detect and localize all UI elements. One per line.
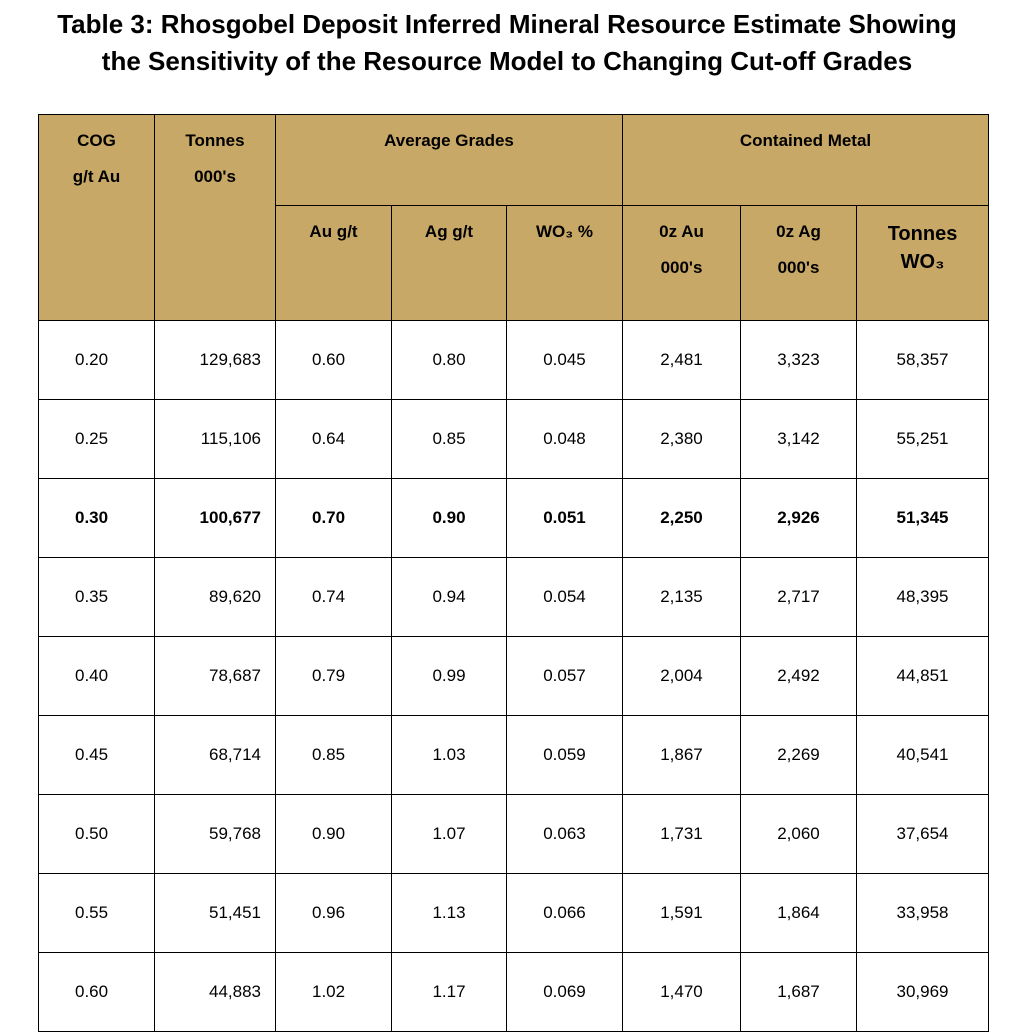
cell-tonnes: 78,687 bbox=[155, 637, 276, 716]
cell-t-wo3: 55,251 bbox=[857, 400, 989, 479]
cell-cog: 0.50 bbox=[39, 795, 155, 874]
cell-oz-au: 2,250 bbox=[623, 479, 741, 558]
cell-ag: 0.85 bbox=[392, 400, 507, 479]
table-title-line-1: Table 3: Rhosgobel Deposit Inferred Mineral Resource Estimate Showing bbox=[57, 9, 957, 39]
cell-tonnes: 129,683 bbox=[155, 321, 276, 400]
header-wo3-pct bbox=[507, 206, 623, 321]
cell-t-wo3: 33,958 bbox=[857, 874, 989, 953]
cell-t-wo3: 48,395 bbox=[857, 558, 989, 637]
table-row bbox=[39, 637, 989, 716]
cell-wo3: 0.051 bbox=[507, 479, 623, 558]
cell-cog: 0.45 bbox=[39, 716, 155, 795]
cell-oz-ag: 2,269 bbox=[741, 716, 857, 795]
header-ag-gt-label: Ag g/t bbox=[424, 222, 474, 241]
cell-wo3: 0.066 bbox=[507, 874, 623, 953]
header-cog bbox=[39, 115, 155, 321]
table-row bbox=[39, 874, 989, 953]
table-row bbox=[39, 795, 989, 874]
cell-oz-ag: 2,717 bbox=[741, 558, 857, 637]
cell-wo3: 0.057 bbox=[507, 637, 623, 716]
cell-oz-ag: 2,492 bbox=[741, 637, 857, 716]
cell-ag: 1.07 bbox=[392, 795, 507, 874]
cell-cog: 0.30 bbox=[39, 479, 155, 558]
header-oz-au-line-2: 000's bbox=[660, 258, 703, 277]
header-tonnes-line-2: 000's bbox=[194, 167, 236, 186]
header-tonnes bbox=[155, 115, 276, 321]
cell-oz-au: 1,867 bbox=[623, 716, 741, 795]
cell-au: 0.70 bbox=[276, 479, 392, 558]
header-wo3-pct-label: WO₃ % bbox=[536, 222, 593, 241]
cell-wo3: 0.045 bbox=[507, 321, 623, 400]
cell-au: 0.74 bbox=[276, 558, 392, 637]
table-body bbox=[39, 321, 989, 1032]
header-tonnes-wo3 bbox=[857, 206, 989, 321]
cell-wo3: 0.069 bbox=[507, 953, 623, 1032]
header-average-grades bbox=[276, 115, 623, 206]
cell-t-wo3: 40,541 bbox=[857, 716, 989, 795]
header-contained-metal-label: Contained Metal bbox=[739, 131, 872, 150]
table-row bbox=[39, 558, 989, 637]
cell-wo3: 0.059 bbox=[507, 716, 623, 795]
cell-cog: 0.20 bbox=[39, 321, 155, 400]
cell-cog: 0.60 bbox=[39, 953, 155, 1032]
cell-wo3: 0.063 bbox=[507, 795, 623, 874]
cell-ag: 0.90 bbox=[392, 479, 507, 558]
cell-cog: 0.25 bbox=[39, 400, 155, 479]
cell-oz-ag: 1,864 bbox=[741, 874, 857, 953]
header-oz-ag-line-1: 0z Ag bbox=[776, 222, 821, 241]
cell-tonnes: 115,106 bbox=[155, 400, 276, 479]
header-au-gt-label: Au g/t bbox=[309, 222, 358, 241]
cell-oz-au: 2,135 bbox=[623, 558, 741, 637]
cell-oz-ag: 2,926 bbox=[741, 479, 857, 558]
cell-wo3: 0.054 bbox=[507, 558, 623, 637]
header-cog-line-1: COG bbox=[77, 131, 116, 150]
cell-cog: 0.35 bbox=[39, 558, 155, 637]
cell-au: 0.79 bbox=[276, 637, 392, 716]
table-row bbox=[39, 953, 989, 1032]
cell-tonnes: 100,677 bbox=[155, 479, 276, 558]
cell-oz-au: 2,380 bbox=[623, 400, 741, 479]
cell-ag: 0.94 bbox=[392, 558, 507, 637]
table-title-line-2: the Sensitivity of the Resource Model to Changing Cut-off Grades bbox=[101, 46, 913, 76]
cell-t-wo3: 58,357 bbox=[857, 321, 989, 400]
table-row bbox=[39, 716, 989, 795]
cell-tonnes: 51,451 bbox=[155, 874, 276, 953]
header-au-gt bbox=[276, 206, 392, 321]
cell-t-wo3: 37,654 bbox=[857, 795, 989, 874]
header-tonnes-line-1: Tonnes bbox=[185, 131, 245, 150]
cell-t-wo3: 51,345 bbox=[857, 479, 989, 558]
header-contained-metal bbox=[623, 115, 989, 206]
table-row-base-case bbox=[39, 479, 989, 558]
cell-ag: 1.17 bbox=[392, 953, 507, 1032]
cell-ag: 0.80 bbox=[392, 321, 507, 400]
cell-oz-au: 1,591 bbox=[623, 874, 741, 953]
cell-tonnes: 68,714 bbox=[155, 716, 276, 795]
table-row bbox=[39, 321, 989, 400]
resource-table bbox=[38, 114, 989, 1032]
cell-oz-ag: 1,687 bbox=[741, 953, 857, 1032]
header-oz-au bbox=[623, 206, 741, 321]
cell-oz-ag: 2,060 bbox=[741, 795, 857, 874]
cell-au: 0.85 bbox=[276, 716, 392, 795]
cell-cog: 0.55 bbox=[39, 874, 155, 953]
cell-oz-au: 2,481 bbox=[623, 321, 741, 400]
cell-cog: 0.40 bbox=[39, 637, 155, 716]
header-oz-au-line-1: 0z Au bbox=[659, 222, 704, 241]
header-tonnes-wo3-line-2: WO₃ bbox=[900, 251, 945, 273]
header-tonnes-wo3-line-1: Tonnes bbox=[887, 223, 958, 245]
cell-oz-ag: 3,142 bbox=[741, 400, 857, 479]
cell-ag: 1.03 bbox=[392, 716, 507, 795]
header-cog-line-2: g/t Au bbox=[72, 167, 121, 186]
header-average-grades-label: Average Grades bbox=[384, 131, 514, 150]
cell-au: 0.60 bbox=[276, 321, 392, 400]
cell-oz-au: 1,470 bbox=[623, 953, 741, 1032]
cell-au: 0.64 bbox=[276, 400, 392, 479]
table-title bbox=[0, 6, 1014, 80]
cell-t-wo3: 30,969 bbox=[857, 953, 989, 1032]
cell-oz-ag: 3,323 bbox=[741, 321, 857, 400]
cell-t-wo3: 44,851 bbox=[857, 637, 989, 716]
cell-ag: 0.99 bbox=[392, 637, 507, 716]
header-ag-gt bbox=[392, 206, 507, 321]
table-row bbox=[39, 400, 989, 479]
header-oz-ag-line-2: 000's bbox=[777, 258, 820, 277]
cell-oz-au: 2,004 bbox=[623, 637, 741, 716]
header-oz-ag bbox=[741, 206, 857, 321]
cell-au: 0.96 bbox=[276, 874, 392, 953]
cell-tonnes: 59,768 bbox=[155, 795, 276, 874]
cell-au: 1.02 bbox=[276, 953, 392, 1032]
cell-tonnes: 89,620 bbox=[155, 558, 276, 637]
cell-wo3: 0.048 bbox=[507, 400, 623, 479]
cell-ag: 1.13 bbox=[392, 874, 507, 953]
cell-oz-au: 1,731 bbox=[623, 795, 741, 874]
cell-au: 0.90 bbox=[276, 795, 392, 874]
cell-tonnes: 44,883 bbox=[155, 953, 276, 1032]
